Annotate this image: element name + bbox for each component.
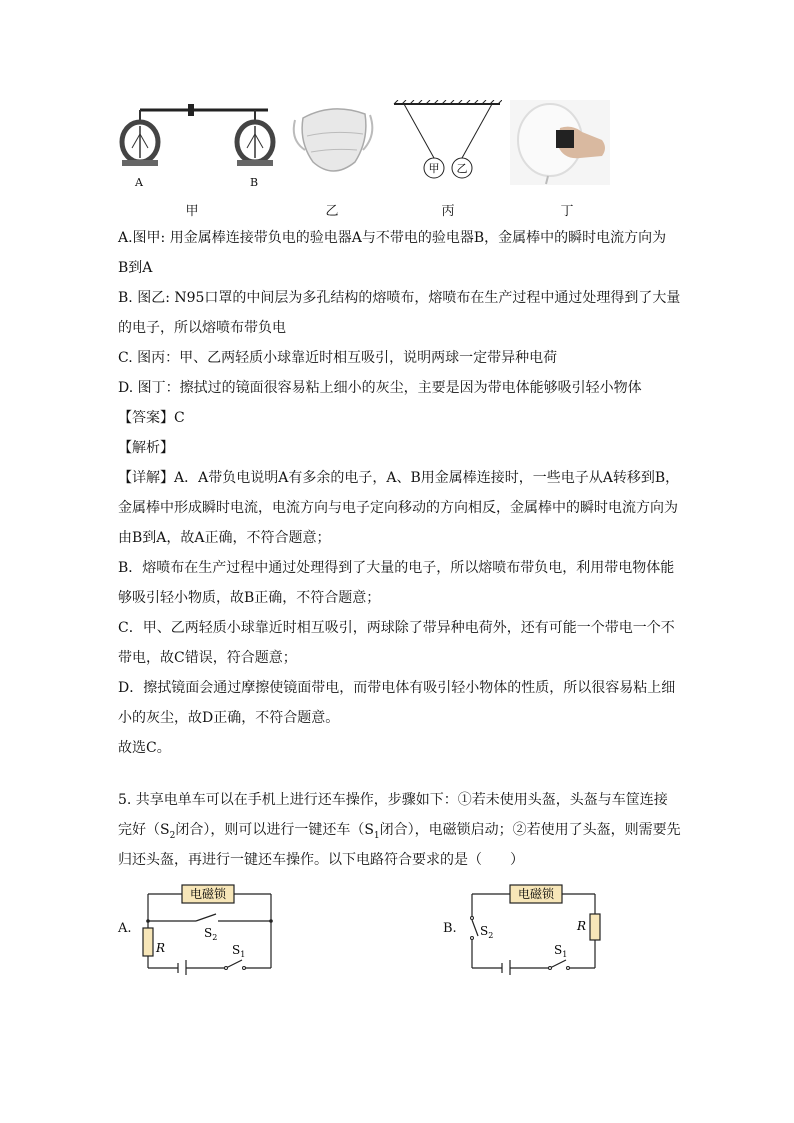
detail-line-7: 带电，故C错误，符合题意； [118, 650, 297, 666]
figure-row [110, 100, 630, 220]
detail-line-2: 金属棒中形成瞬时电流，电流方向与电子定向移动的方向相反，金属棒中的瞬时电流方向为 [118, 500, 678, 516]
electroscope-a-label: A [135, 176, 143, 189]
detail-line-4: B．熔喷布在生产过程中通过处理得到了大量的电子，所以熔喷布带负电，利用带电物体能 [118, 560, 675, 576]
switch-s2-a [196, 914, 216, 921]
hanging-balls-figure [392, 100, 502, 185]
option-c: C. 图丙：甲、乙两轻质小球靠近时相互吸引，说明两球一定带异种电荷 [118, 350, 558, 366]
detail-line-9: 小的灰尘，故D正确，不符合题意。 [118, 710, 340, 726]
option-d: D. 图丁：擦拭过的镜面很容易粘上细小的灰尘，主要是因为带电体能够吸引轻小物体 [118, 380, 642, 396]
mask-figure [285, 100, 380, 185]
lock-label-b: 电磁锁 [517, 887, 555, 901]
detail-line-6: C．甲、乙两轻质小球靠近时相互吸引，两球除了带异种电荷外，还有可能一个带电一个不 [118, 620, 675, 636]
rod-handle [188, 104, 194, 116]
s1-label-a: $S_1$ [232, 943, 246, 959]
r-label-a: R [156, 941, 166, 955]
electroscope-b [237, 110, 273, 166]
circuit-b-option-label: B. [443, 921, 457, 936]
q5-line2-part-c: 闭合），电磁锁启动；②若使用了头盔，则需要先 [379, 822, 681, 838]
detail-line-1: 【详解】A．A带负电说明A有多余的电子，A、B用金属棒连接时，一些电子从A转移到B， [118, 470, 680, 486]
q5-line2-sub2: 1 [373, 830, 380, 841]
electroscope-a [122, 110, 158, 166]
figure-caption-ding: 丁 [560, 204, 574, 219]
question-5-line1: 5. 共享电单车可以在手机上进行还车操作，步骤如下：①若未使用头盔，头盔与车筐连接 [118, 792, 668, 808]
option-b-line2: 的电子，所以熔喷布带负电 [118, 320, 286, 336]
switch-s2-b [472, 920, 478, 936]
circuit-a-option-label: A. [118, 921, 132, 936]
switch-s1-b [550, 960, 566, 968]
ball-jia-label: 甲 [428, 162, 440, 175]
detail-line-3: 由B到A，故A正确，不符合题意； [118, 530, 331, 546]
switch-s1-a [226, 960, 242, 968]
question-5-line3: 归还头盔，再进行一键还车操作。以下电路符合要求的是（ ） [118, 852, 524, 868]
electroscope-b-label: B [250, 176, 259, 189]
ball-yi-label: 乙 [456, 162, 468, 175]
mirror-wiping-figure [510, 100, 610, 185]
option-b-line1: B. 图乙: N95口罩的中间层为多孔结构的熔喷布，熔喷布在生产过程中通过处理得到了大量 [118, 290, 681, 306]
s2-label-a: $S_2$ [204, 926, 218, 942]
circuit-b-diagram [462, 880, 607, 975]
analysis-title: 【解析】 [118, 440, 174, 456]
circuit-a-diagram [138, 880, 278, 975]
answer: 【答案】C [118, 410, 185, 426]
r-label-b: R [577, 919, 587, 933]
s2-label-b: $S_2$ [480, 924, 494, 940]
s1-label-b: $S_1$ [554, 943, 568, 959]
question-5-line2 [118, 815, 681, 845]
option-a-line2: B到A [118, 260, 153, 276]
conclusion: 故选C。 [118, 740, 171, 756]
question-5-block [118, 785, 681, 875]
resistor-b [590, 914, 600, 940]
detail-line-5: 够吸引轻小物质，故B正确，不符合题意； [118, 590, 381, 606]
option-a-line1: A.图甲: 用金属棒连接带负电的验电器A与不带电的验电器B，金属棒中的瞬时电流方向为 [118, 230, 667, 246]
q5-line2-sub1: 2 [169, 830, 176, 841]
q5-line2-part-b: 闭合），则可以进行一键还车（S [175, 822, 374, 838]
detail-line-8: D．擦拭镜面会通过摩擦使镜面带电，而带电体有吸引轻小物体的性质，所以很容易粘上细 [118, 680, 676, 696]
question-4-block [118, 223, 681, 763]
lock-label-a: 电磁锁 [189, 887, 227, 901]
q5-line2-part-a: 完好（S [118, 822, 170, 838]
string-jia [404, 104, 434, 158]
string-yi [462, 104, 492, 158]
resistor-a [143, 928, 153, 956]
figure-caption-bing: 丙 [441, 204, 455, 219]
cloth [556, 130, 574, 148]
figure-caption-jia: 甲 [185, 204, 199, 219]
figure-caption-yi: 乙 [325, 204, 339, 219]
